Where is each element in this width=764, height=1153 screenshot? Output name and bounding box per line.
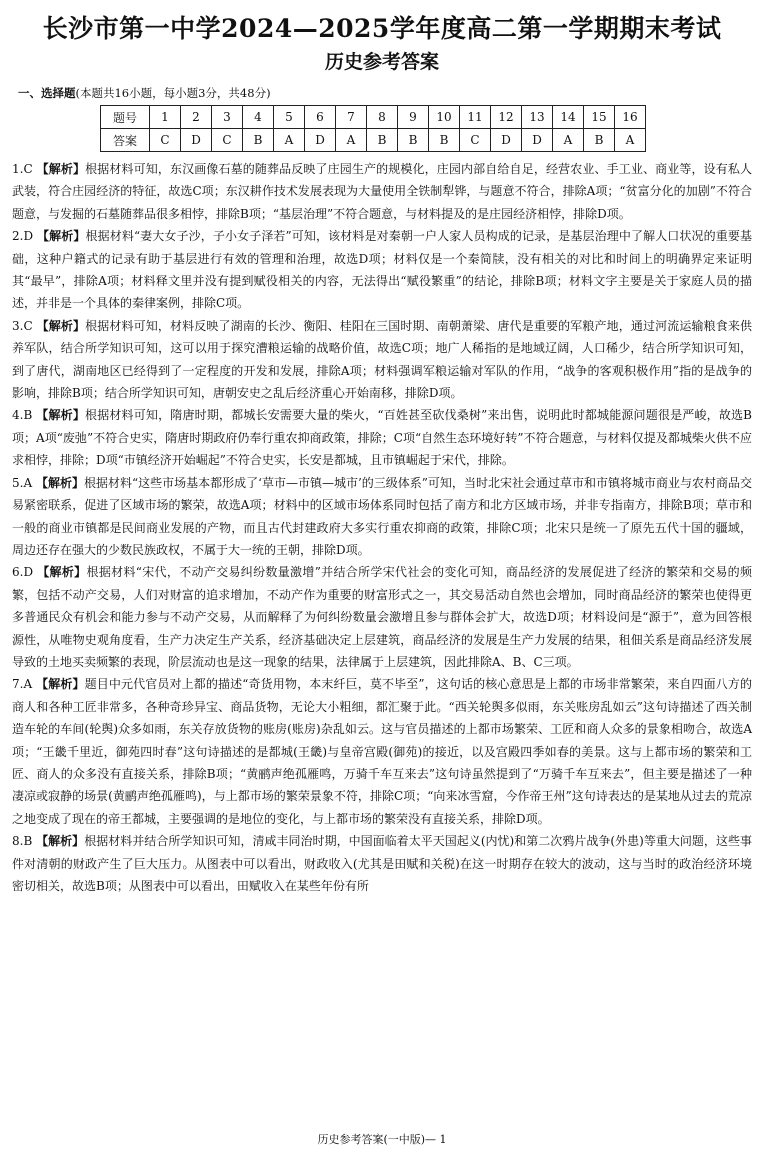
answer-cell: A: [336, 129, 367, 152]
answer-cell: B: [429, 129, 460, 152]
question-number: 6: [305, 106, 336, 129]
question-number: 13: [522, 106, 553, 129]
item-text: 根据材料“妻大女子沙，子小女子泽若”可知，该材料是对秦朝一户人家人员构成的记录，是基层治理中了解人口状况的重要基础，这种户籍式的记录有助于基层进行有效的管理和治理，故选D项；材料仅是一个秦简牍，没有相关的对比和时间上的明确界定来证明其“最早”，排除A项；材料释文里并没有提到赋役相关的内容，无法得出“赋役繁重”的结论，排除B项；材料文字主要是关于家庭人员的描述，并非是一个具体的秦律案例，排除C项。: [12, 229, 752, 311]
question-number: 3: [212, 106, 243, 129]
answer-cell: B: [243, 129, 274, 152]
question-number: 7: [336, 106, 367, 129]
item-tag: 【解析】: [37, 229, 86, 244]
answer-table-number-row: [101, 106, 646, 129]
question-number: 10: [429, 106, 460, 129]
question-number: 11: [460, 106, 491, 129]
explanation-item: [12, 830, 752, 897]
answer-cell: A: [274, 129, 305, 152]
explanation-item: [12, 158, 752, 225]
item-tag: 【解析】: [36, 162, 86, 176]
question-number: 16: [615, 106, 646, 129]
number-row-label: 题号: [101, 106, 150, 129]
answer-cell: D: [522, 129, 553, 152]
answer-cell: B: [398, 129, 429, 152]
item-number: 8.B: [12, 834, 33, 849]
item-text: 根据材料可知，东汉画像石墓的随葬品反映了庄园生产的规模化，庄园内部自给自足，经营农业、手工业、商业等，设有私人武装，符合庄园经济的特征，故选C项；东汉耕作技术发展表现为大量使用全铁制犁铧，与题意不符合，排除A项；“贫富分化的加剧”不符合题意，与发掘的石墓随葬品很多相悖，排除B项；“基层治理”不符合题意，与材料提及的是庄园经济相悖，排除D项。: [12, 162, 752, 221]
explanation-item: [12, 315, 752, 405]
question-number: 1: [150, 106, 181, 129]
explanation-item: [12, 561, 752, 673]
explanation-item: [12, 673, 752, 830]
item-number: 5.A: [12, 475, 33, 490]
item-number: 7.A: [12, 677, 33, 692]
question-number: 8: [367, 106, 398, 129]
item-tag: 【解析】: [36, 834, 85, 849]
answer-cell: B: [584, 129, 615, 152]
item-text: 根据材料并结合所学知识可知，清咸丰同治时期，中国面临着太平天国起义(内忧)和第二次鸦片战争(外患)等重大问题，这些事件对清朝的财政产生了巨大压力。从图表中可以看出，财政收入(尤其是田赋和关税)在这一时期存在较大的波动，这与当时的政治经济环境密切相关，故选B项；从图表中可以看出，田赋收入在某些年份有所: [12, 834, 752, 893]
item-text: 根据材料可知，材料反映了湖南的长沙、衡阳、桂阳在三国时期、南朝萧梁、唐代是重要的军粮产地，通过河流运输粮食来供养军队，结合所学知识可知，这可以用于探究漕粮运输的战略价值，故选C项；地广人稀指的是地域辽阔，人口稀少，结合所学知识可知，到了唐代，湖南地区已经得到了一定程度的开发和发展，排除A项；材料强调军粮运输对军队的作用，“战争的客观积极作用”指的是战争的影响，排除B项；结合所学知识可知，唐朝安史之乱后经济重心开始南移，排除D项。: [12, 318, 752, 401]
item-number: 3.C: [12, 318, 33, 333]
item-text: 根据材料“这些市场基本都形成了‘草市—市镇—城市’的三级体系”可知，当时北宋社会通过草市和市镇将城市商业与农村商品交易紧密联系，促进了区域市场的繁荣，故选A项；材料中的区域市场体系同时包括了南方和北方区域市场，并非专指南方，排除B项；草市和一般的商业市镇都是民间商业发展的产物，而且古代封建政府大多实行重农抑商的政策，排除C项；北宋只是统一了原先五代十国的疆域，周边还存在强大的少数民族政权，不属于大一统的王朝，排除D项。: [12, 475, 752, 557]
answer-cell: A: [553, 129, 584, 152]
answer-cell: C: [150, 129, 181, 152]
item-text: 根据材料“宋代，不动产交易纠纷数量激增”并结合所学宋代社会的变化可知，商品经济的发展促进了经济的繁荣和交易的频繁，包括不动产交易，人们对财富的追求增加，不动产作为重要的财富形式之一，其交易活动自然也会增加，同时商品经济的繁荣也使得更多普通民众有机会和能力参与不动产交易，从而解释了为何纠纷数量会激增且参与群体会扩大，故选D项；材料设问是“源于”，意为回答根源性，从唯物史观角度看，生产力决定生产关系，经济基础决定上层建筑，商品经济的发展是生产力发展的结果，租佃关系是商品经济发展导致的土地买卖频繁的表现，阶层流动也是这一现象的结果，法律属于上层建筑，因此排除A、B、C三项。: [12, 565, 752, 669]
item-number: 2.D: [12, 229, 34, 244]
explanation-item: [12, 404, 752, 471]
question-number: 4: [243, 106, 274, 129]
explanation-list: [12, 158, 752, 897]
answer-cell: D: [491, 129, 522, 152]
answer-table: [100, 105, 646, 152]
question-number: 14: [553, 106, 584, 129]
question-number: 12: [491, 106, 522, 129]
answer-cell: D: [181, 129, 212, 152]
section-label: 一、选择题: [18, 86, 76, 100]
item-tag: 【解析】: [36, 408, 86, 423]
section-heading: [18, 86, 752, 101]
item-text: 题目中元代官员对上都的描述“奇货用物，本末纤巨，莫不毕至”，这句话的核心意思是上都的市场非常繁荣，来自四面八方的商人和各种工匠非常多，各种奇珍异宝、商品货物，无论大小粗细，都汇聚于此。“西关轮舆多似雨，东关账房乱如云”这句诗描述了西关制造车轮的车间(轮舆)众多如雨，东关存放货物的账房(账房)杂乱如云。这与官员描述的上都市场繁荣、工匠和商人众多的景象相吻合，故选A项；“王畿千里近，御苑四时春”这句诗描述的是都城(王畿)与皇帝宫殿(御苑)的接近，以及宫殿四季如春的美景。这与上都市场的繁荣和工匠、商人的众多没有直接关系，排除B项；“黄鹂声绝孤雁鸣，万骑千车互来去”这句诗虽然提到了“万骑千车互来去”，但主要是描述了一种凄凉或寂静的场景(黄鹂声绝孤雁鸣)，与上都市场的繁荣景象不符，排除C项；“向来冰雪窟，今作帝王州”这句诗表达的是某地从过去的荒凉之地变成了现在的帝王都城，主要强调的是地位的变化，与上都市场的繁荣没有直接关系，排除D项。: [12, 677, 752, 826]
question-number: 15: [584, 106, 615, 129]
question-number: 5: [274, 106, 305, 129]
answer-cell: B: [367, 129, 398, 152]
answer-row-label: 答案: [101, 129, 150, 152]
item-tag: 【解析】: [37, 565, 87, 580]
question-number: 2: [181, 106, 212, 129]
item-text: 根据材料可知，隋唐时期，都城长安需要大量的柴火，“百姓甚至砍伐桑树”来出售，说明此时都城能源问题很是严峻，故选B项；A项“废弛”不符合史实，隋唐时期政府仍奉行重农抑商政策，排除；C项“自然生态环境好转”不符合题意，与材料仅提及都城柴火供不应求相悖，排除；D项“市镇经济开始崛起”不符合史实，长安是都城，且市镇崛起于宋代，排除。: [12, 408, 752, 468]
explanation-item: [12, 225, 752, 315]
item-number: 6.D: [12, 565, 34, 580]
section-note: (本题共16小题，每小题3分，共48分): [75, 86, 271, 100]
answer-cell: C: [212, 129, 243, 152]
answer-cell: C: [460, 129, 491, 152]
item-number: 4.B: [12, 408, 33, 423]
question-number: 9: [398, 106, 429, 129]
page-subtitle: 历史参考答案: [324, 51, 439, 73]
answer-cell: A: [615, 129, 646, 152]
item-number: 1.C: [12, 162, 33, 176]
item-tag: 【解析】: [36, 677, 85, 692]
explanation-item: [12, 472, 752, 562]
answer-table-answer-row: [101, 129, 646, 152]
page-footer: 历史参考答案(一中版)— 1: [317, 1133, 447, 1146]
answer-cell: D: [305, 129, 336, 152]
item-tag: 【解析】: [35, 475, 84, 490]
item-tag: 【解析】: [36, 318, 86, 333]
page-title: 长沙市第一中学2024—2025学年度高二第一学期期末考试: [42, 14, 722, 43]
